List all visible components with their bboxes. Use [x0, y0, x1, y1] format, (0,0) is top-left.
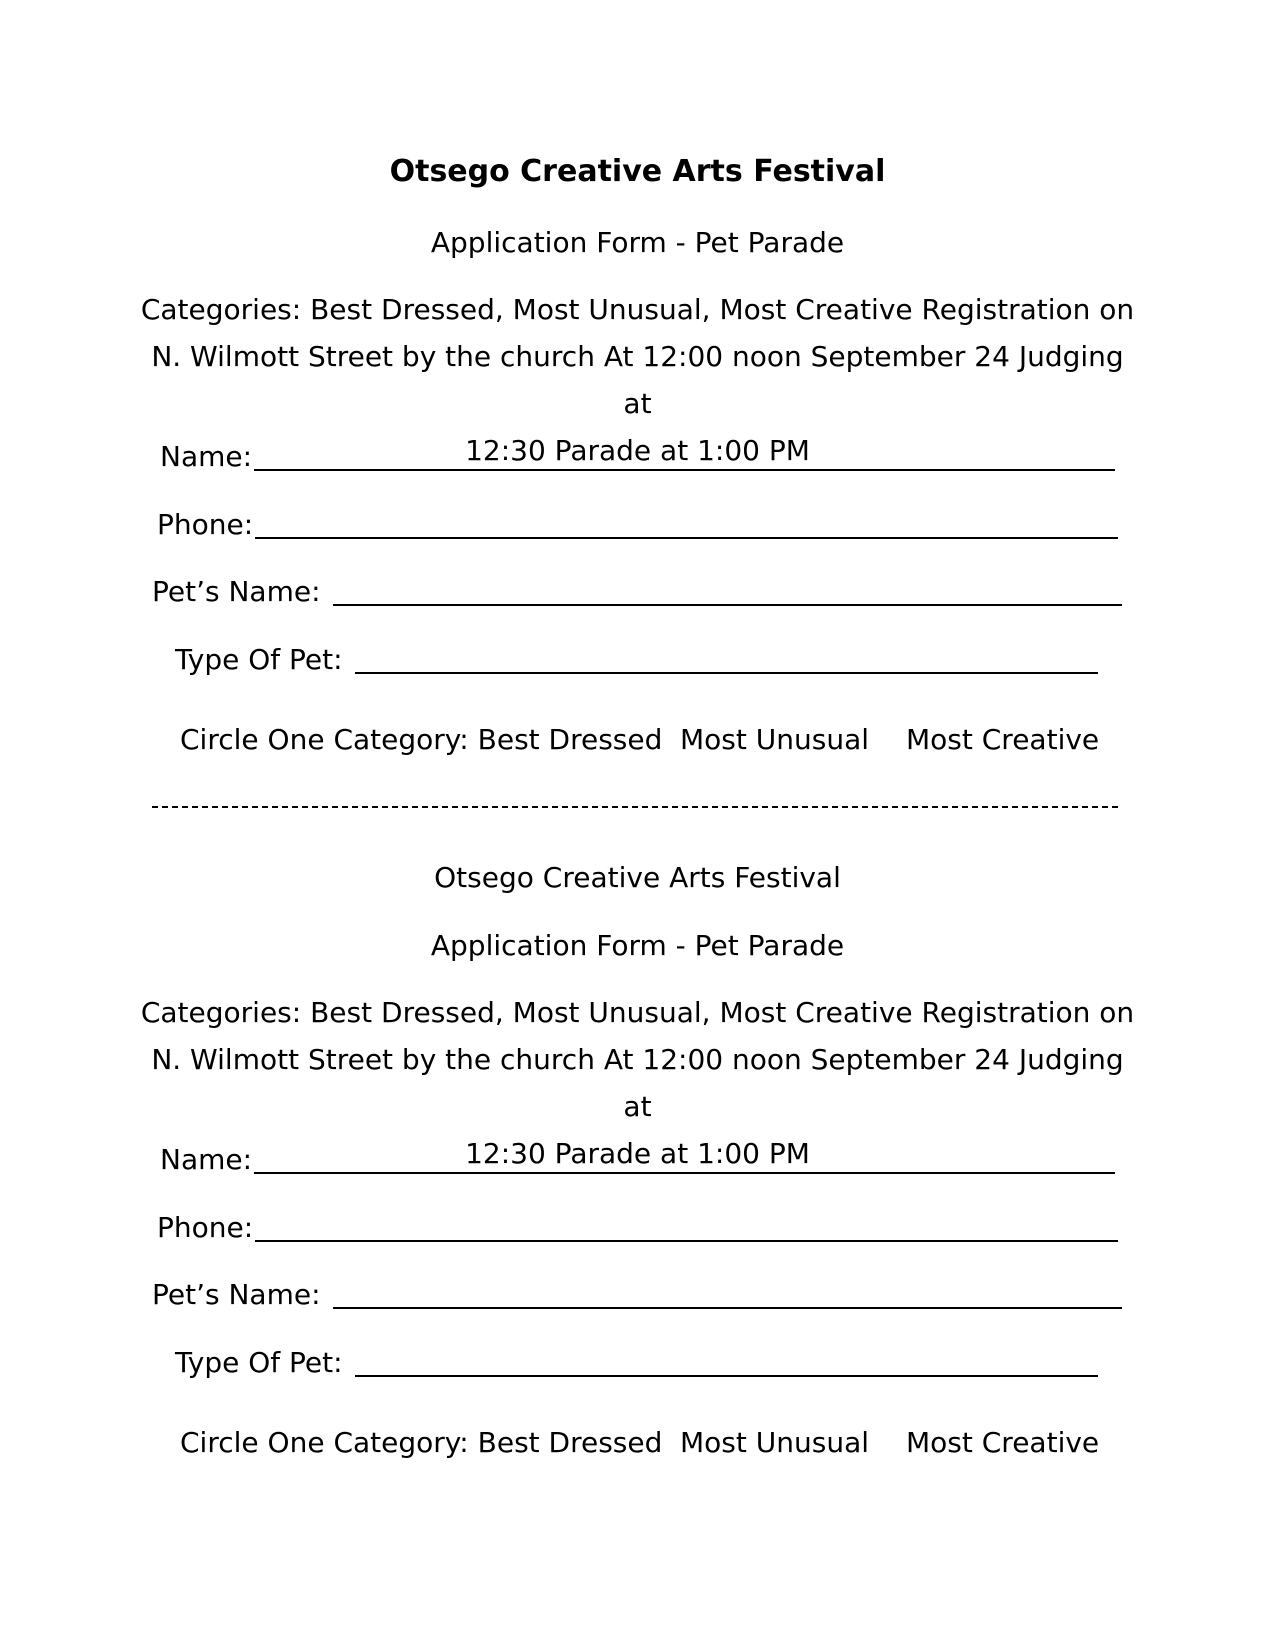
- pet-name-blank-line[interactable]: [333, 604, 1122, 606]
- festival-title: Otsego Creative Arts Festival: [434, 861, 841, 894]
- category-option[interactable]: Most Unusual: [680, 1426, 870, 1459]
- pet-name-blank-line[interactable]: [333, 1307, 1122, 1309]
- pet-type-blank-line[interactable]: [355, 672, 1098, 674]
- event-info-line: Categories: Best Dressed, Most Unusual, Most Creative Registration on: [140, 293, 1135, 326]
- festival-title: Otsego Creative Arts Festival: [389, 154, 886, 189]
- pet-type-label: Type Of Pet:: [175, 1346, 343, 1379]
- pet-name-field[interactable]: [152, 572, 1122, 612]
- category-option[interactable]: Most Creative: [906, 723, 1100, 756]
- phone-blank-line[interactable]: [255, 537, 1118, 539]
- phone-field[interactable]: [157, 1208, 1118, 1248]
- pet-type-field[interactable]: [175, 640, 1098, 680]
- phone-label: Phone:: [157, 1211, 254, 1244]
- category-prompt: Circle One Category: Best Dressed: [180, 1426, 663, 1459]
- form-title: Application Form - Pet Parade: [430, 929, 845, 962]
- name-blank-line[interactable]: [254, 469, 1115, 471]
- name-blank-line[interactable]: [254, 1172, 1115, 1174]
- phone-label: Phone:: [157, 508, 254, 541]
- category-prompt: Circle One Category: Best Dressed: [180, 723, 663, 756]
- event-info-line: Categories: Best Dressed, Most Unusual, Most Creative Registration on: [140, 996, 1135, 1029]
- category-option[interactable]: Most Creative: [906, 1426, 1100, 1459]
- event-info-line: N. Wilmott Street by the church At 12:00 noon September 24 Judging at: [151, 340, 1124, 420]
- pet-type-blank-line[interactable]: [355, 1375, 1098, 1377]
- event-info-line: N. Wilmott Street by the church At 12:00 noon September 24 Judging at: [151, 1043, 1124, 1123]
- phone-field[interactable]: [157, 505, 1118, 545]
- phone-blank-line[interactable]: [255, 1240, 1118, 1242]
- name-field[interactable]: [160, 1140, 1115, 1180]
- category-option[interactable]: Most Unusual: [680, 723, 870, 756]
- pet-name-label: Pet’s Name:: [152, 575, 321, 608]
- pet-name-label: Pet’s Name:: [152, 1278, 321, 1311]
- cut-line: [152, 806, 1118, 808]
- pet-type-label: Type Of Pet:: [175, 643, 343, 676]
- pet-type-field[interactable]: [175, 1343, 1098, 1383]
- name-label: Name:: [160, 440, 253, 473]
- form-title: Application Form - Pet Parade: [430, 226, 845, 259]
- name-label: Name:: [160, 1143, 253, 1176]
- name-field[interactable]: [160, 437, 1115, 477]
- event-info-line: 12:30 Parade at 1:00 PM: [465, 434, 810, 467]
- pet-name-field[interactable]: [152, 1275, 1122, 1315]
- event-info-line: 12:30 Parade at 1:00 PM: [465, 1137, 810, 1170]
